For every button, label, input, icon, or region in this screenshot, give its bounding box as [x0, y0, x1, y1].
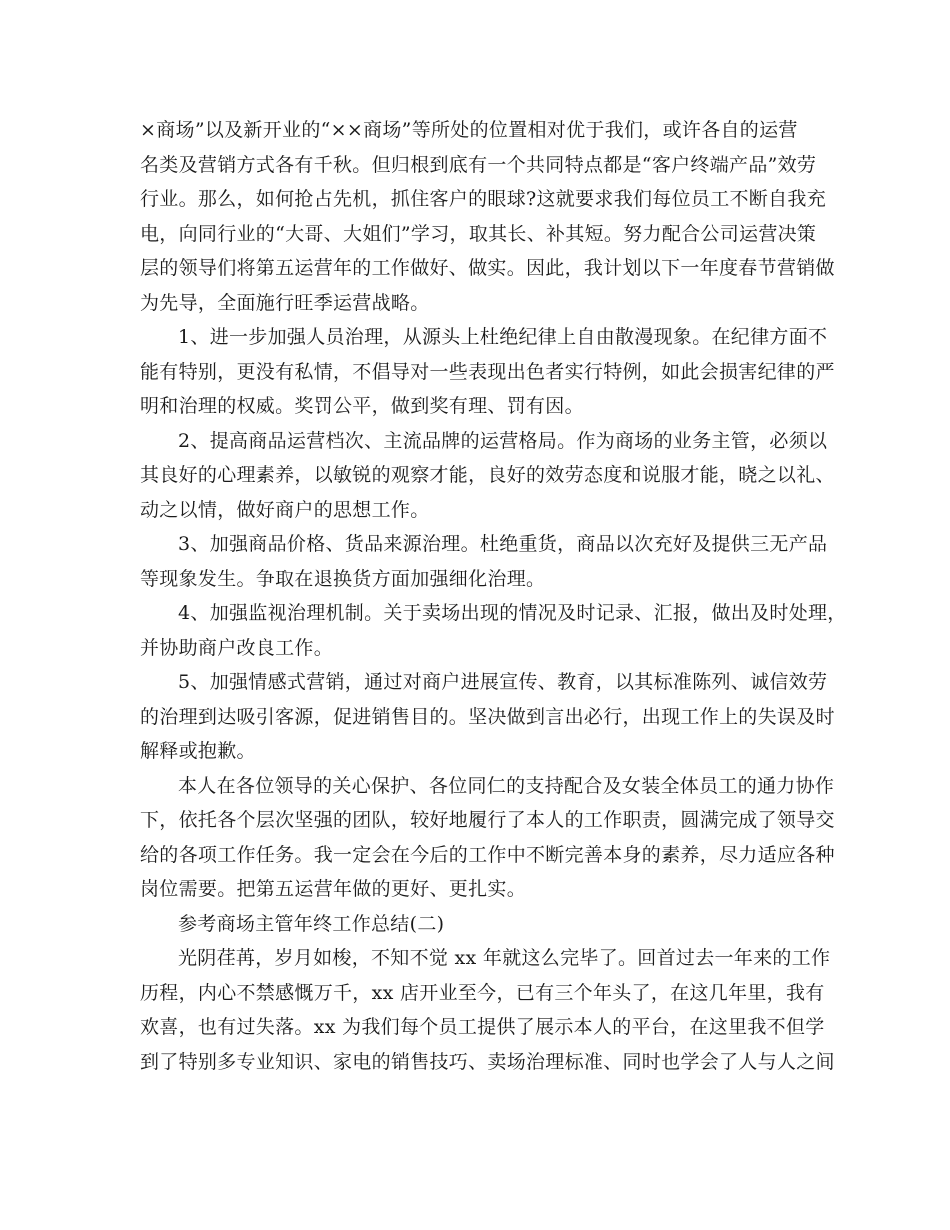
text-line: 电，向同行业的“大哥、大姐们”学习，取其长、补其短。努力配合公司运营决策: [140, 222, 817, 245]
text-line: ×商场”以及新开业的“××商场”等所处的位置相对优于我们，或许各自的运营: [140, 119, 798, 141]
text-line: 5、加强情感式营销，通过对商户进展宣传、教育，以其标准陈列、诚信效劳: [178, 671, 828, 693]
text-line: 光阴荏苒，岁月如梭，不知不觉 xx 年就这么完毕了。回首过去一年来的工作: [178, 947, 831, 969]
text-line: 解释或抱歉。: [140, 740, 256, 762]
text-line: 本人在各位领导的关心保护、各位同仁的支持配合及女装全体员工的通力协作: [178, 774, 835, 797]
text-line: 行业。那么，如何抢占先机，抓住客户的眼球?这就要求我们每位员工不断自我充: [140, 188, 826, 210]
document-body: [140, 113, 847, 1079]
text-line: 的治理到达吸引客源，促进销售目的。坚决做到言出必行，出现工作上的失误及时: [140, 705, 835, 728]
text-line: 明和治理的权威。奖罚公平，做到奖有理、罚有因。: [140, 395, 584, 417]
text-line: 为先导，全面施行旺季运营战略。: [140, 291, 430, 314]
text-line: 3、加强商品价格、货品来源治理。杜绝重货，商品以次充好及提供三无产品: [178, 533, 828, 555]
text-line: 并协助商户改良工作。: [140, 636, 334, 659]
text-line: 其良好的心理素养，以敏锐的观察才能，良好的效劳态度和说服才能，晓之以礼、: [140, 464, 835, 486]
text-line: 名类及营销方式各有千秋。但归根到底有一个共同特点都是“客户终端产品”效劳: [140, 153, 817, 176]
text-line: 层的领导们将第五运营年的工作做好、做实。因此，我计划以下一年度春节营销做: [140, 257, 835, 279]
text-line: 能有特别，更没有私情，不倡导对一些表现出色者实行特例，如此会损害纪律的严: [140, 360, 835, 383]
text-line: 1、进一步加强人员治理，从源头上杜绝纪律上自由散漫现象。在纪律方面不: [178, 326, 828, 348]
text-line: 下，依托各个层次坚强的团队，较好地履行了本人的工作职责，圆满完成了领导交: [140, 809, 835, 831]
text-line: 到了特别多专业知识、家电的销售技巧、卖场治理标准、同时也学会了人与人之间: [140, 1050, 835, 1073]
text-line: 等现象发生。争取在退换货方面加强细化治理。: [140, 567, 546, 590]
text-line: 参考商场主管年终工作总结(二): [178, 912, 445, 935]
text-line: 岗位需要。把第五运营年做的更好、更扎实。: [140, 878, 527, 900]
text-line: 历程，内心不禁感慨万千，xx 店开业至今，已有三个年头了，在这几年里，我有: [140, 981, 825, 1004]
text-line: 2、提高商品运营档次、主流品牌的运营格局。作为商场的业务主管，必须以: [178, 429, 828, 452]
text-line: 动之以情，做好商户的思想工作。: [140, 498, 430, 521]
text-line: 给的各项工作任务。我一定会在今后的工作中不断完善本身的素养，尽力适应各种: [140, 843, 835, 866]
text-line: 欢喜，也有过失落。xx 为我们每个员工提供了展示本人的平台，在这里我不但学: [140, 1016, 825, 1038]
text-line: 4、加强监视治理机制。关于卖场出现的情况及时记录、汇报，做出及时处理，: [178, 602, 847, 624]
